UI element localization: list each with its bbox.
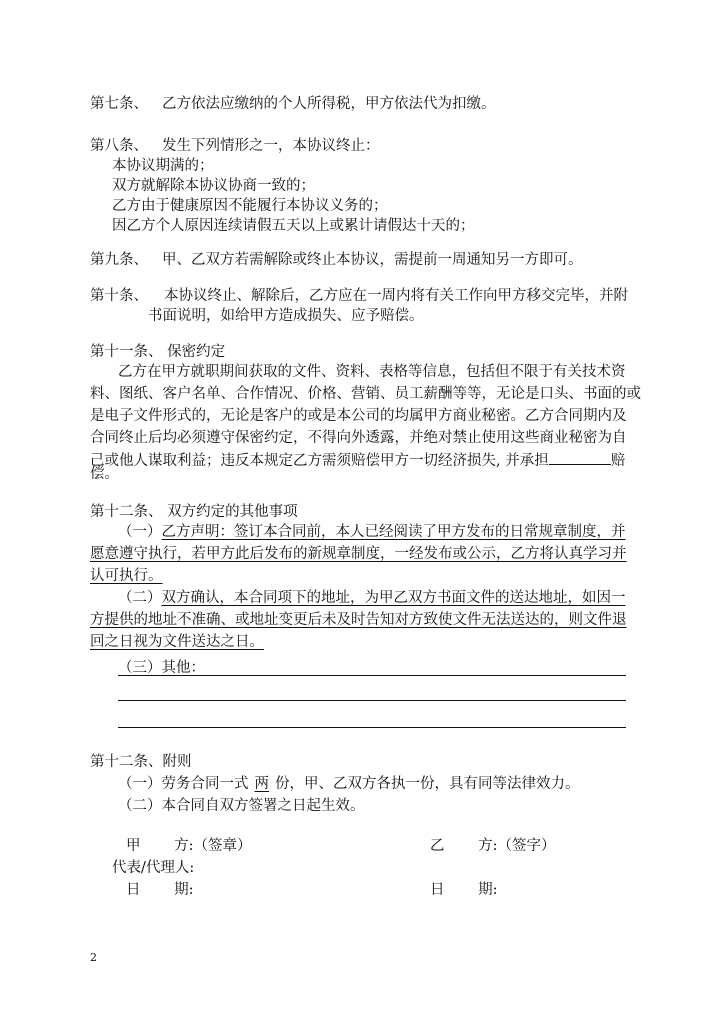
clause-2-line: 方提供的地址不准确、或地址变更后未及时告知对方致使文件无法送达的，则文件退 (90, 612, 627, 628)
page-number: 2 (90, 951, 97, 964)
appendix-title: 第十二条、附则 (90, 754, 192, 770)
article-8-text: 发生下列情形之一，本协议终止： (162, 138, 380, 154)
article-8-item: 本协议期满的； (112, 158, 214, 174)
clause-3-label: （三）其他： (118, 660, 205, 676)
clause-1-line: 愿意遵守执行，若甲方此后发布的新规章制度，一经发布或公示，乙方将认真学习并 (90, 546, 627, 562)
party-a-seal: 甲 方:（签章） (126, 838, 252, 854)
article-11-line: 是电子文件形式的，无论是客户的或是本公司的均属甲方商业秘密。乙方合同期内及 (90, 408, 627, 424)
fill-line[interactable] (118, 700, 626, 701)
clause-2-text: 双方确认，本合同项下的地址，为甲乙双方书面文件的送达地址，如因一 (161, 590, 626, 606)
article-11-line: 偿。 (90, 466, 119, 482)
article-11-line-5-text: 己或他人谋取利益；违反本规定乙方需须赔偿甲方一切经济损失, 并承担 (90, 453, 549, 469)
article-11-line-5 (90, 450, 625, 471)
article-8-item: 乙方由于健康原因不能履行本协议义务的； (112, 198, 388, 214)
article-8-item: 双方就解除本协议协商一致的； (112, 178, 315, 194)
penalty-blank[interactable] (549, 450, 611, 465)
article-10-line: 书面说明，如给甲方造成损失、应予赔偿。 (148, 308, 424, 324)
article-11-line: 乙方在甲方就职期间获取的文件、资料、表格等信息，包括但不限于有关技术资 (118, 364, 626, 380)
party-b-signature: 乙 方:（签字） (430, 838, 556, 854)
clause-2-line (118, 588, 626, 608)
article-8-label: 第八条、 (90, 138, 148, 154)
representative-label: 代表/代理人: (112, 860, 195, 876)
appendix-item-1-pre: （一）劳务合同一式 (118, 776, 249, 792)
article-7-text: 乙方依法应缴纳的个人所得税，甲方依法代为扣缴。 (162, 96, 496, 112)
clause-2-number: （二） (118, 590, 162, 606)
fill-line[interactable] (118, 675, 626, 676)
article-9-label: 第九条、 (90, 252, 148, 268)
clause-2-line: 回之日视为文件送达之日。 (90, 634, 264, 650)
appendix-item-1 (118, 774, 580, 794)
article-12-title: 第十二条、 双方约定的其他事项 (90, 504, 298, 520)
article-10-label: 第十条、 (90, 288, 148, 304)
article-11-line-5-tail: 赔 (610, 453, 626, 469)
article-10-line: 本协议终止、解除后，乙方应在一周内将有关工作向甲方移交完毕，并附 (164, 288, 628, 304)
fill-line[interactable] (118, 727, 626, 728)
article-11-title: 第十一条、 保密约定 (90, 344, 226, 360)
appendix-item-1-post: 份，甲、乙双方各执一份，具有同等法律效力。 (275, 776, 580, 792)
clause-1-line (118, 522, 626, 542)
party-b-date: 日 期: (430, 882, 498, 898)
article-7-label: 第七条、 (90, 96, 148, 112)
article-8-item: 因乙方个人原因连续请假五天以上或累计请假达十天的； (112, 218, 475, 234)
clause-1-text: 乙方声明：签订本合同前，本人已经阅读了甲方发布的日常规章制度，并 (161, 524, 626, 540)
clause-1-number: （一） (118, 524, 162, 540)
appendix-item-2: （二）本合同自双方签署之日起生效。 (118, 798, 365, 814)
copies-count: 两 (254, 776, 269, 792)
article-9-text: 甲、乙双方若需解除或终止本协议，需提前一周通知另一方即可。 (162, 252, 583, 268)
article-11-line: 合同终止后均必须遵守保密约定，不得向外透露，并绝对禁止使用这些商业秘密为自 (90, 430, 627, 446)
article-11-line: 料、图纸、客户名单、合作情况、价格、营销、员工薪酬等等，无论是口头、书面的或 (90, 386, 641, 402)
party-a-date: 日 期: (126, 882, 194, 898)
clause-1-line: 认可执行。 (90, 568, 163, 584)
